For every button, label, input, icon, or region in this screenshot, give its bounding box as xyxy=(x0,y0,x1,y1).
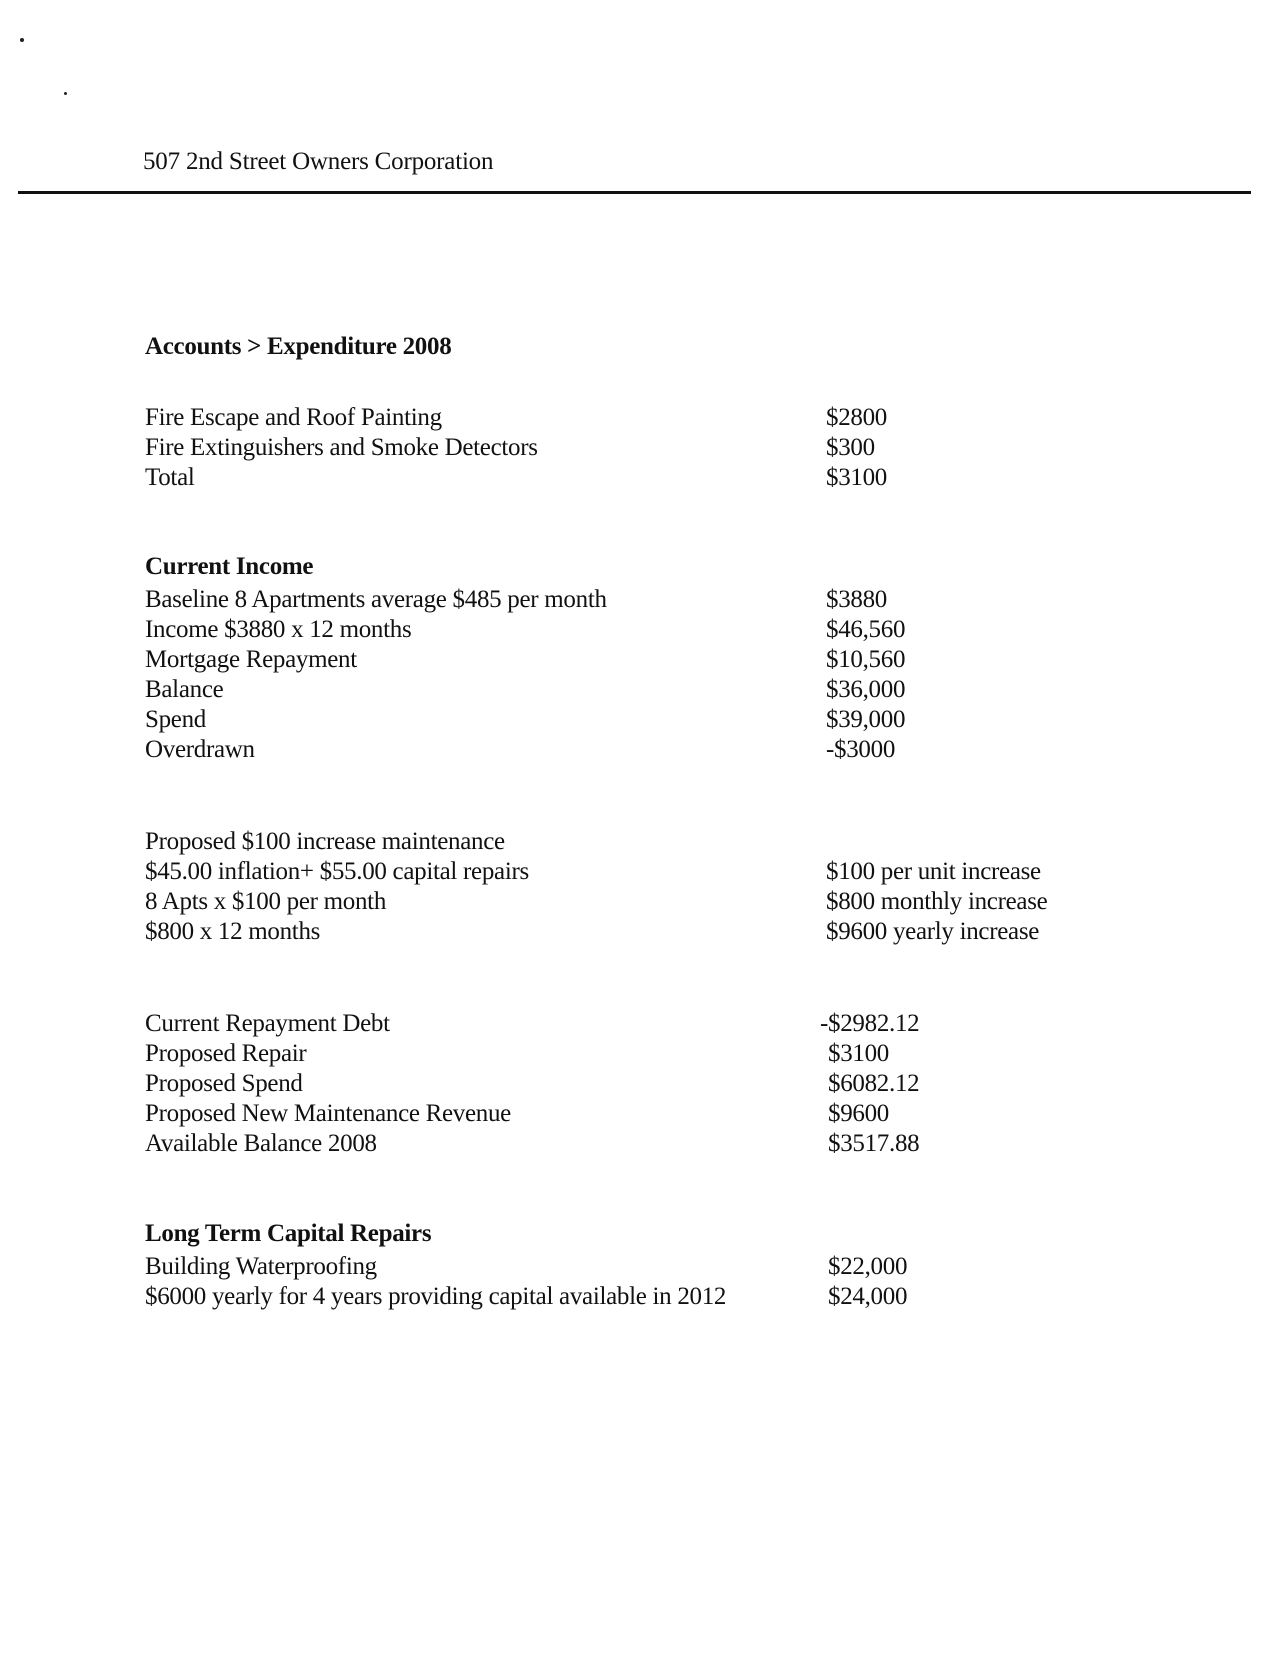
capital-row xyxy=(0,1251,1269,1282)
row-value: $39,000 xyxy=(826,706,906,733)
row-value: $6082.12 xyxy=(828,1070,920,1097)
repayment-row xyxy=(0,1008,1269,1039)
income-row xyxy=(0,704,1269,735)
row-label: $45.00 inflation+ $55.00 capital repairs xyxy=(145,858,529,885)
expenditure-row xyxy=(0,462,1269,493)
expenditure-row xyxy=(0,432,1269,463)
header-divider xyxy=(18,191,1251,194)
row-label: Income $3880 x 12 months xyxy=(145,616,412,643)
row-value: $3517.88 xyxy=(828,1130,920,1157)
row-label: Proposed New Maintenance Revenue xyxy=(145,1100,511,1127)
row-label: Total xyxy=(145,464,195,491)
row-label: Mortgage Repayment xyxy=(145,646,357,673)
row-value: $300 xyxy=(826,434,875,461)
income-row xyxy=(0,674,1269,705)
proposal-row xyxy=(0,916,1269,947)
row-value: $24,000 xyxy=(828,1283,908,1310)
row-value: $46,560 xyxy=(826,616,906,643)
repayment-row xyxy=(0,1038,1269,1069)
proposal-row xyxy=(0,886,1269,917)
capital-row xyxy=(0,1281,1269,1312)
scan-speck xyxy=(20,38,24,42)
section-heading-expenditure: Accounts > Expenditure 2008 xyxy=(145,333,452,360)
row-value: $3100 xyxy=(828,1040,890,1067)
income-row xyxy=(0,584,1269,615)
income-row xyxy=(0,644,1269,675)
section-heading-current-income: Current Income xyxy=(145,553,314,580)
row-label: Spend xyxy=(145,706,207,733)
repayment-row xyxy=(0,1098,1269,1129)
row-label: Baseline 8 Apartments average $485 per month xyxy=(145,586,607,613)
row-value: $22,000 xyxy=(828,1253,908,1280)
row-value: $2800 xyxy=(826,404,888,431)
row-value: -$2982.12 xyxy=(820,1010,920,1037)
row-label: $6000 yearly for 4 years providing capital available in 2012 xyxy=(145,1283,727,1310)
repayment-row xyxy=(0,1068,1269,1099)
row-value: $9600 yearly increase xyxy=(826,918,1040,945)
row-value: $800 monthly increase xyxy=(826,888,1048,915)
row-label: 8 Apts x $100 per month xyxy=(145,888,387,915)
row-label: Available Balance 2008 xyxy=(145,1130,377,1157)
row-label: Proposed $100 increase maintenance xyxy=(145,828,505,855)
row-label: Current Repayment Debt xyxy=(145,1010,390,1037)
repayment-row xyxy=(0,1128,1269,1159)
row-label: Fire Extinguishers and Smoke Detectors xyxy=(145,434,538,461)
income-row xyxy=(0,734,1269,765)
row-label: Overdrawn xyxy=(145,736,255,763)
row-value: $36,000 xyxy=(826,676,906,703)
income-row xyxy=(0,614,1269,645)
scan-speck xyxy=(64,92,67,95)
row-value: -$3000 xyxy=(826,736,896,763)
row-value: $10,560 xyxy=(826,646,906,673)
proposal-row xyxy=(0,826,1269,857)
proposal-row xyxy=(0,856,1269,887)
document-header-title: 507 2nd Street Owners Corporation xyxy=(143,148,494,175)
section-heading-capital-repairs: Long Term Capital Repairs xyxy=(145,1220,432,1247)
row-value: $3880 xyxy=(826,586,888,613)
row-value: $3100 xyxy=(826,464,888,491)
row-label: $800 x 12 months xyxy=(145,918,321,945)
row-label: Building Waterproofing xyxy=(145,1253,377,1280)
row-label: Proposed Spend xyxy=(145,1070,303,1097)
row-value: $100 per unit increase xyxy=(826,858,1041,885)
expenditure-row xyxy=(0,402,1269,433)
row-label: Balance xyxy=(145,676,224,703)
row-value: $9600 xyxy=(828,1100,890,1127)
row-label: Proposed Repair xyxy=(145,1040,307,1067)
row-label: Fire Escape and Roof Painting xyxy=(145,404,442,431)
